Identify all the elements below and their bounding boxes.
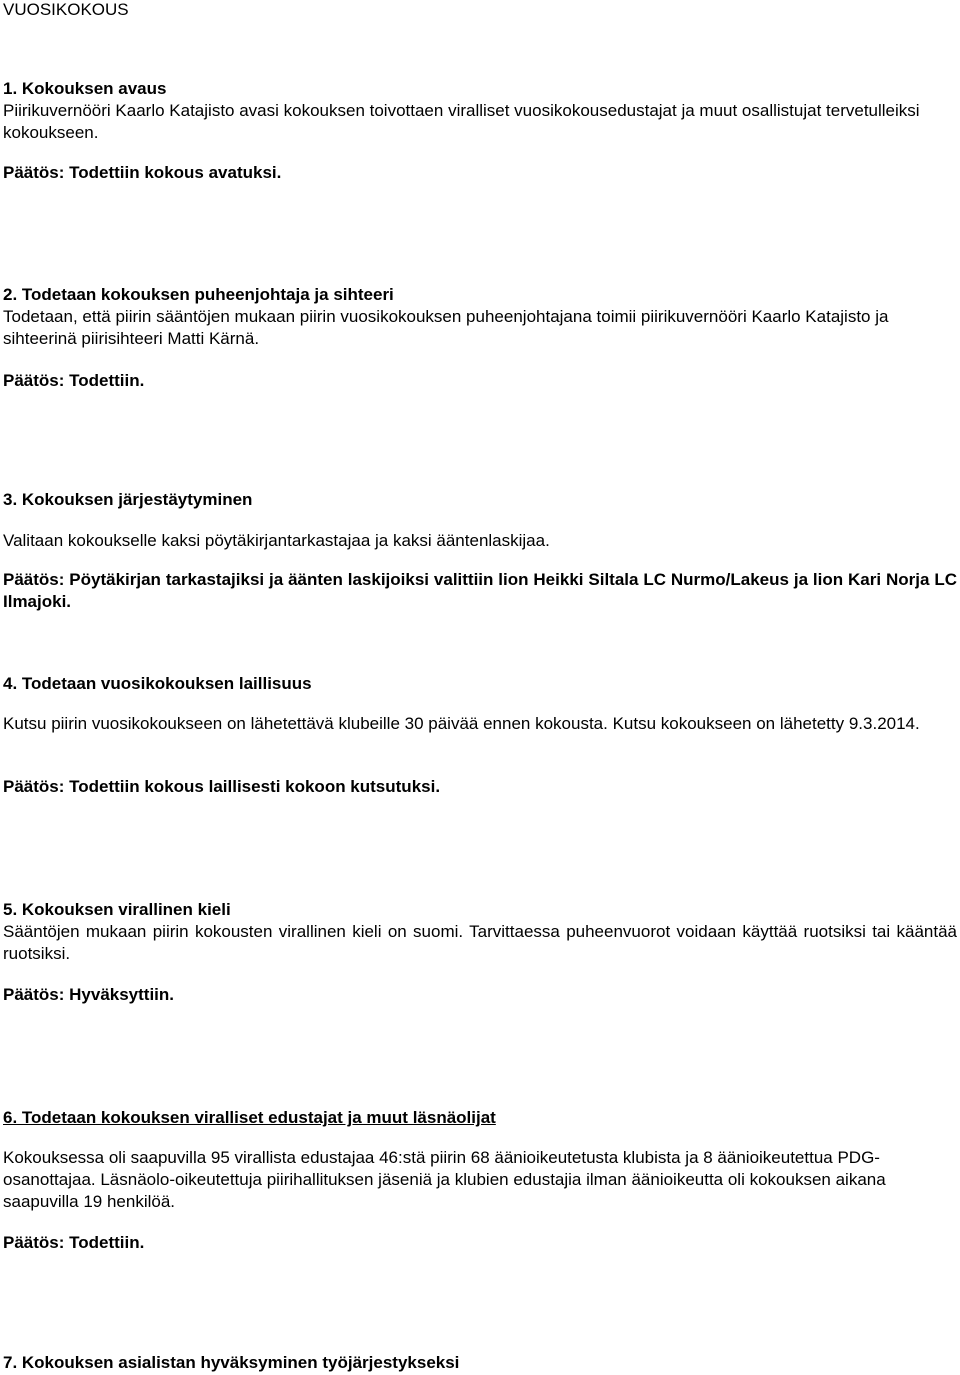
decision-text: Päätös: Todettiin kokous laillisesti kokoon kutsutuksi. [3,777,441,796]
section-6-decision [3,1232,957,1254]
title-text: VUOSIKOKOUS [3,0,129,19]
section-heading: 2. Todetaan kokouksen puheenjohtaja ja sihteeri [3,285,394,304]
section-body: Todetaan, että piirin sääntöjen mukaan piirin vuosikokouksen puheenjohtajana toimii piirikuvernööri Kaarlo Katajisto ja sihteerinä piirisihteeri Matti Kärnä. [3,307,889,348]
decision-text: Päätös: Todettiin. [3,1233,145,1252]
section-2 [3,284,957,350]
section-heading: 5. Kokouksen virallinen kieli [3,900,231,919]
section-4-body [3,713,957,735]
section-6 [3,1107,957,1129]
section-body: Kokouksessa oli saapuvilla 95 virallista edustajaa 46:stä piirin 68 äänioikeutetusta klubista ja 8 äänioikeutettua PDG- osanottajaa. Läsnäolo-oikeutettuja piirihallituksen jäseniä ja klubien edustajia ilman äänioikeutta oli kokouksen aikana saapuvilla 19 henkilöä. [3,1148,886,1211]
section-7 [3,1352,957,1374]
section-heading: 3. Kokouksen järjestäytyminen [3,490,253,509]
section-3-decision [3,569,957,613]
section-heading: 4. Todetaan vuosikokouksen laillisuus [3,674,312,693]
section-1 [3,78,957,144]
section-body: Piirikuvernööri Kaarlo Katajisto avasi kokouksen toivottaen viralliset vuosikokousedustajat ja muut osallistujat tervetulleiksi kokoukseen. [3,101,920,142]
decision-text: Päätös: Todettiin kokous avatuksi. [3,163,282,182]
section-heading: 7. Kokouksen asialistan hyväksyminen työjärjestykseksi [3,1353,460,1372]
section-body: Kutsu piirin vuosikokoukseen on lähetettävä klubeille 30 päivää ennen kokousta. Kutsu kokoukseen on lähetetty 9.3.2014. [3,714,920,733]
section-5 [3,899,957,965]
section-6-body [3,1147,957,1213]
decision-text: Päätös: Todettiin. [3,371,145,390]
section-4 [3,673,957,695]
section-2-decision [3,370,957,392]
section-4-decision [3,776,957,798]
section-3-body [3,530,957,552]
document-title [3,0,957,21]
section-body: Sääntöjen mukaan piirin kokousten virallinen kieli on suomi. Tarvittaessa puheenvuorot voidaan käyttää ruotsiksi tai kääntää ruotsiksi. [3,922,957,963]
decision-text: Päätös: Hyväksyttiin. [3,985,175,1004]
section-1-decision [3,162,957,184]
section-body: Valitaan kokoukselle kaksi pöytäkirjantarkastajaa ja kaksi ääntenlaskijaa. [3,531,550,550]
section-3 [3,489,957,511]
decision-text: Päätös: Pöytäkirjan tarkastajiksi ja äänten laskijoiksi valittiin lion Heikki Siltala LC Nurmo/Lakeus ja lion Kari Norja LC Ilmajoki. [3,570,957,611]
section-5-decision [3,984,957,1006]
section-heading: 6. Todetaan kokouksen viralliset edustajat ja muut läsnäolijat [3,1108,496,1127]
section-heading: 1. Kokouksen avaus [3,79,167,98]
